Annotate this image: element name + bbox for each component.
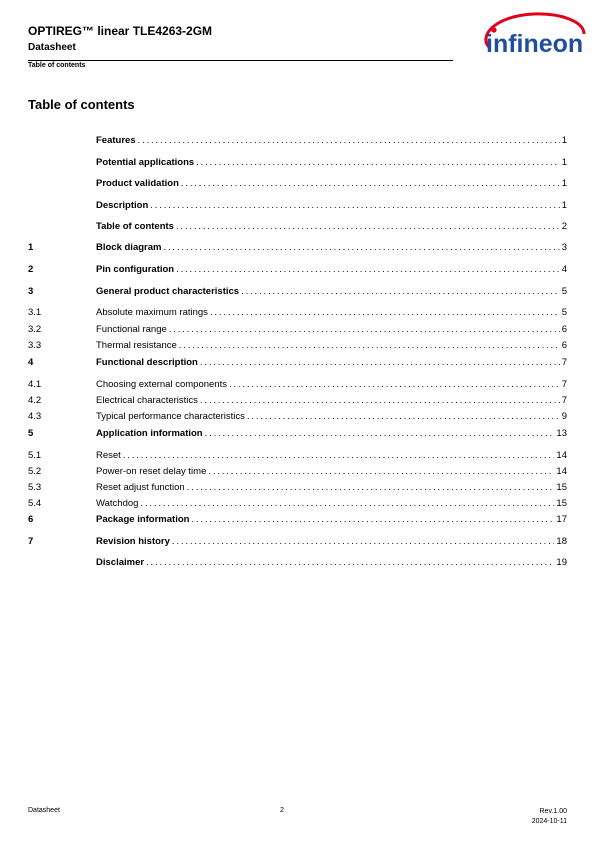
toc-entry-title[interactable]: Electrical characteristics xyxy=(96,395,198,406)
toc-leader-dots xyxy=(191,514,554,525)
toc-heading: Table of contents xyxy=(28,97,135,112)
toc-leader-dots xyxy=(208,466,554,477)
toc-entry[interactable] xyxy=(28,450,567,461)
toc-leader-dots xyxy=(150,200,559,211)
toc-entry-page: 17 xyxy=(556,514,567,525)
toc-entry-title[interactable]: Functional description xyxy=(96,357,198,368)
toc-entry-number: 6 xyxy=(28,514,34,525)
toc-entry-number: 3.3 xyxy=(28,340,42,351)
toc-leader-dots xyxy=(229,379,560,390)
toc-entry-title[interactable]: Table of contents xyxy=(96,221,174,232)
toc-entry-page: 15 xyxy=(556,482,567,493)
toc-entry-title[interactable]: Thermal resistance xyxy=(96,340,177,351)
header-rule xyxy=(28,60,453,61)
toc-entry-title[interactable]: Reset xyxy=(96,450,121,461)
toc-entry-number: 2 xyxy=(28,264,34,275)
toc-leader-dots xyxy=(181,178,560,189)
toc-leader-dots xyxy=(169,324,560,335)
toc-entry-title[interactable]: Typical performance characteristics xyxy=(96,411,245,422)
toc-entry-title[interactable]: Product validation xyxy=(96,178,179,189)
toc-leader-dots xyxy=(210,307,560,318)
toc-entry-number: 4 xyxy=(28,357,34,368)
toc-entry-number: 7 xyxy=(28,536,34,547)
toc-entry-page: 13 xyxy=(556,428,567,439)
toc-entry[interactable] xyxy=(28,340,567,351)
toc-entry-page: 7 xyxy=(561,357,567,368)
toc-entry-page: 14 xyxy=(556,466,567,477)
toc-entry-title[interactable]: Potential applications xyxy=(96,157,195,168)
toc-entry-number: 4.1 xyxy=(28,379,42,390)
toc-entry[interactable] xyxy=(28,482,567,493)
toc-leader-dots xyxy=(196,157,560,168)
toc-leader-dots xyxy=(176,264,560,275)
toc-entry-title[interactable]: Revision history xyxy=(96,536,170,547)
toc-entry[interactable] xyxy=(28,264,567,275)
toc-entry[interactable] xyxy=(28,307,567,318)
toc-entry-title[interactable]: General product characteristics xyxy=(96,286,240,297)
toc-entry-page: 1 xyxy=(561,157,567,168)
toc-entry[interactable] xyxy=(28,286,567,297)
toc-leader-dots xyxy=(179,340,560,351)
toc-entry[interactable] xyxy=(28,221,567,232)
toc-leader-dots xyxy=(200,395,560,406)
toc-entry-title[interactable]: Features xyxy=(96,135,136,146)
toc-entry-page: 7 xyxy=(561,379,567,390)
toc-entry[interactable] xyxy=(28,324,567,335)
toc-entry[interactable] xyxy=(28,135,567,146)
toc-entry[interactable] xyxy=(28,411,567,422)
toc-entry-number: 4.2 xyxy=(28,395,42,406)
toc-entry-title[interactable]: Reset adjust function xyxy=(96,482,185,493)
toc-entry-page: 7 xyxy=(561,395,567,406)
toc-entry[interactable] xyxy=(28,357,567,368)
toc-entry-number: 5.2 xyxy=(28,466,42,477)
toc-leader-dots xyxy=(176,221,560,232)
toc-entry-title[interactable]: Block diagram xyxy=(96,242,162,253)
toc-entry-title[interactable]: Disclaimer xyxy=(96,557,145,568)
toc-entry-title[interactable]: Watchdog xyxy=(96,498,139,509)
toc-leader-dots xyxy=(187,482,555,493)
toc-entry[interactable] xyxy=(28,557,567,568)
toc-leader-dots xyxy=(200,357,560,368)
toc-entry[interactable] xyxy=(28,514,567,525)
toc-entry[interactable] xyxy=(28,428,567,439)
toc-entry-page: 4 xyxy=(561,264,567,275)
document-subtitle: Datasheet xyxy=(28,42,76,53)
toc-entry-title[interactable]: Absolute maximum ratings xyxy=(96,307,208,318)
toc-entry-number: 5 xyxy=(28,428,34,439)
footer-rev: Rev.1.00 xyxy=(539,808,567,815)
toc-entry-number: 3.1 xyxy=(28,307,42,318)
header-section-label: Table of contents xyxy=(28,62,86,69)
toc-entry-title[interactable]: Description xyxy=(96,200,149,211)
toc-entry-page: 6 xyxy=(561,324,567,335)
toc-entry-title[interactable]: Application information xyxy=(96,428,203,439)
toc-entry-page: 2 xyxy=(561,221,567,232)
toc-entry[interactable] xyxy=(28,498,567,509)
toc-entry-page: 5 xyxy=(561,286,567,297)
toc-entry-number: 5.4 xyxy=(28,498,42,509)
toc-entry-title[interactable]: Pin configuration xyxy=(96,264,175,275)
toc-entry-title[interactable]: Package information xyxy=(96,514,190,525)
toc-entry-page: 5 xyxy=(561,307,567,318)
toc-leader-dots xyxy=(163,242,559,253)
toc-entry-number: 4.3 xyxy=(28,411,42,422)
page-header xyxy=(28,24,453,54)
toc-entry-title[interactable]: Power-on reset delay time xyxy=(96,466,207,477)
toc-leader-dots xyxy=(247,411,560,422)
toc-entry[interactable] xyxy=(28,466,567,477)
toc-leader-dots xyxy=(172,536,555,547)
toc-entry-number: 3.2 xyxy=(28,324,42,335)
toc-entry[interactable] xyxy=(28,178,567,189)
toc-entry[interactable] xyxy=(28,242,567,253)
toc-leader-dots xyxy=(146,557,554,568)
footer-revision xyxy=(532,807,567,827)
toc-entry[interactable] xyxy=(28,157,567,168)
toc-entry-page: 1 xyxy=(561,135,567,146)
toc-leader-dots xyxy=(140,498,554,509)
toc-entry-page: 19 xyxy=(556,557,567,568)
toc-entry-title[interactable]: Functional range xyxy=(96,324,167,335)
toc-leader-dots xyxy=(205,428,555,439)
footer-page-number: 2 xyxy=(280,807,284,814)
footer-date: 2024-10-11 xyxy=(531,818,567,825)
toc-entry-page: 1 xyxy=(561,200,567,211)
toc-entry[interactable] xyxy=(28,379,567,390)
toc-entry-number: 5.1 xyxy=(28,450,42,461)
toc-leader-dots xyxy=(138,135,560,146)
toc-entry-number: 5.3 xyxy=(28,482,42,493)
toc-entry-page: 3 xyxy=(561,242,567,253)
toc-entry-page: 14 xyxy=(556,450,567,461)
toc-entry-number: 3 xyxy=(28,286,34,297)
toc-entry-page: 15 xyxy=(556,498,567,509)
toc-entry-page: 6 xyxy=(561,340,567,351)
toc-leader-dots xyxy=(123,450,555,461)
document-title: OPTIREG™ linear TLE4263-2GM xyxy=(28,24,213,38)
toc-entry[interactable] xyxy=(28,536,567,547)
footer-doc-type: Datasheet xyxy=(28,807,60,814)
toc-entry-page: 18 xyxy=(556,536,567,547)
infineon-logo xyxy=(472,8,590,66)
toc-entry-page: 1 xyxy=(561,178,567,189)
toc-entry-number: 1 xyxy=(28,242,34,253)
toc-leader-dots xyxy=(241,286,560,297)
toc-entry[interactable] xyxy=(28,395,567,406)
toc-entry-title[interactable]: Choosing external components xyxy=(96,379,227,390)
logo-text: infineon xyxy=(486,30,584,58)
toc-entry[interactable] xyxy=(28,200,567,211)
toc-entry-page: 9 xyxy=(561,411,567,422)
